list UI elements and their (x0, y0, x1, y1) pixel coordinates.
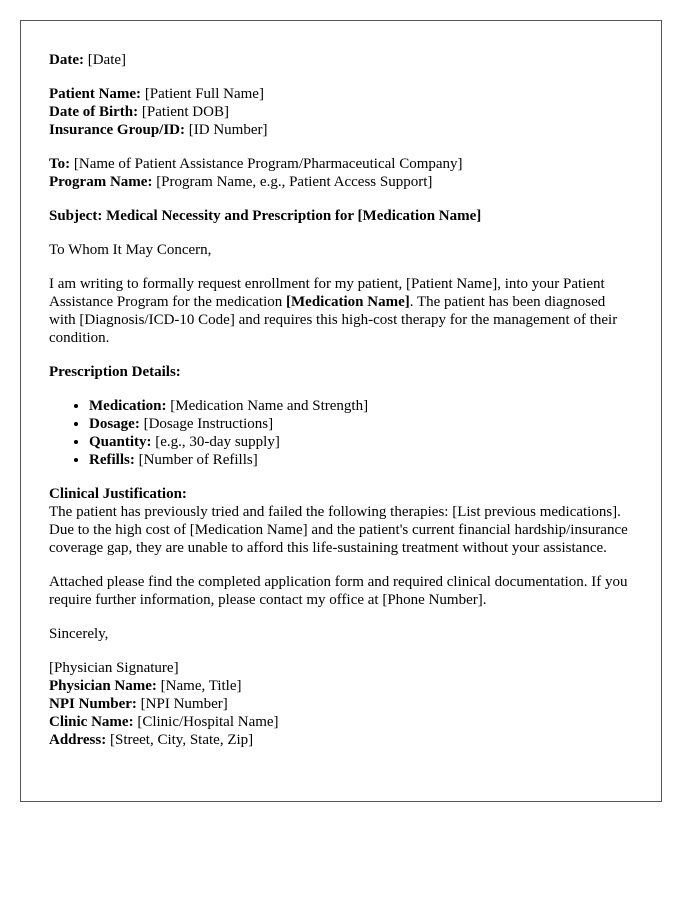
npi-label: NPI Number: (49, 696, 137, 712)
salutation: To Whom It May Concern, (49, 242, 212, 258)
date-label: Date: (49, 52, 84, 68)
patient-name-label: Patient Name: (49, 86, 142, 102)
dob-label: Date of Birth: (49, 104, 139, 120)
prescription-item-medication (89, 397, 633, 415)
prescription-item-label: Dosage: (89, 416, 140, 432)
recipient-block (49, 155, 633, 191)
prescription-item-value: [Dosage Instructions] (139, 416, 274, 432)
prescription-item-refills (89, 451, 633, 469)
insurance-label: Insurance Group/ID: (49, 122, 185, 138)
prescription-item-label: Quantity: (89, 434, 152, 450)
date-value: [Date] (83, 52, 127, 68)
to-value: [Name of Patient Assistance Program/Pharmaceutical Company] (70, 156, 463, 172)
address-line (49, 731, 633, 749)
to-label: To: (49, 156, 71, 172)
prescription-heading-text: Prescription Details: (49, 364, 181, 380)
to-line (49, 155, 633, 173)
prescription-item-value: [Number of Refills] (134, 452, 258, 468)
prescription-item-quantity (89, 433, 633, 451)
dob-line (49, 103, 633, 121)
physician-value: [Name, Title] (156, 678, 242, 694)
signature-block (49, 659, 633, 749)
closing-paragraph: Attached please find the completed application form and required clinical documentation. If you require further information, please contact my office at [Phone Number]. (49, 574, 628, 608)
address-value: [Street, City, State, Zip] (106, 732, 254, 748)
insurance-line (49, 121, 633, 139)
prescription-item-label: Medication: (89, 398, 167, 414)
prescription-item-label: Refills: (89, 452, 135, 468)
letter-document (20, 20, 662, 802)
prescription-heading (49, 363, 633, 381)
justification-heading: Clinical Justification: (49, 486, 187, 502)
address-label: Address: (49, 732, 107, 748)
prescription-list (49, 397, 633, 469)
closing: Sincerely, (49, 626, 109, 642)
intro-paragraph (49, 275, 633, 347)
intro-text-1: I am writing to formally request enrollment for my patient, [Patient Name], into your Patient Assistance Program for the medication (49, 276, 605, 310)
date-line (49, 51, 633, 69)
justification-text: The patient has previously tried and failed the following therapies: [List previous medications]. Due to the high cost of [Medication Name] and the patient's current financial hardship/insurance coverage gap, they are unable to afford this life-sustaining treatment without your assistance. (49, 504, 628, 556)
npi-value: [NPI Number] (136, 696, 228, 712)
subject-line (49, 207, 633, 225)
physician-line (49, 677, 633, 695)
patient-name-value: [Patient Full Name] (141, 86, 264, 102)
npi-line (49, 695, 633, 713)
signature-placeholder: [Physician Signature] (49, 660, 179, 676)
intro-text-2: . The patient has been diagnosed with [Diagnosis/ICD-10 Code] and requires this high-cost therapy for the management of their condition. (49, 294, 618, 346)
prescription-item-dosage (89, 415, 633, 433)
physician-label: Physician Name: (49, 678, 157, 694)
program-value: [Program Name, e.g., Patient Access Support] (152, 174, 433, 190)
dob-value: [Patient DOB] (138, 104, 229, 120)
prescription-item-value: [e.g., 30-day supply] (151, 434, 280, 450)
program-line (49, 173, 633, 191)
clinic-line (49, 713, 633, 731)
justification-block (49, 485, 633, 557)
intro-medication: [Medication Name] (286, 294, 410, 310)
prescription-item-value: [Medication Name and Strength] (166, 398, 369, 414)
subject-text: Subject: Medical Necessity and Prescription for [Medication Name] (49, 208, 482, 224)
patient-info-block (49, 85, 633, 139)
patient-name-line (49, 85, 633, 103)
program-label: Program Name: (49, 174, 153, 190)
clinic-label: Clinic Name: (49, 714, 134, 730)
insurance-value: [ID Number] (185, 122, 268, 138)
clinic-value: [Clinic/Hospital Name] (133, 714, 279, 730)
